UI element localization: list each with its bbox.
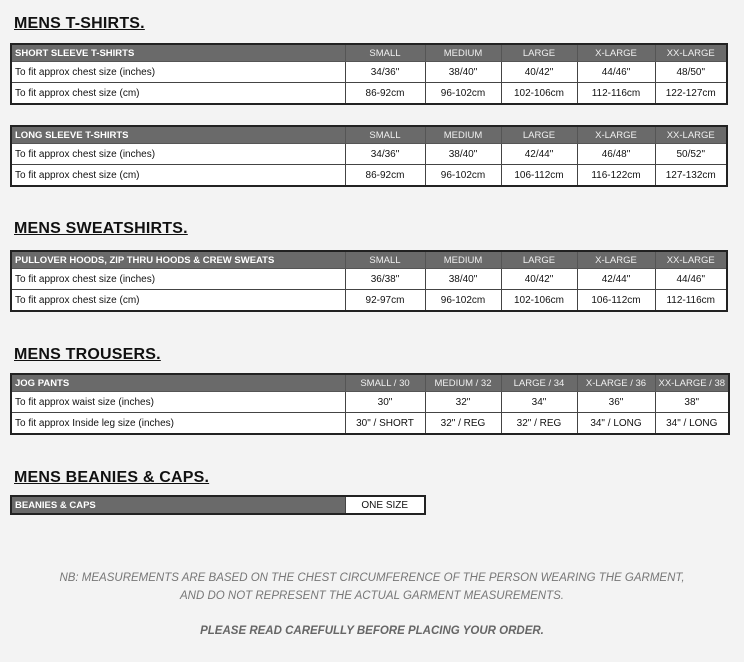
table-cell: 32" / REG [501, 413, 577, 435]
header-cell: SMALL [345, 126, 425, 144]
section-title-trousers: MENS TROUSERS. [14, 346, 161, 363]
table-cell: 32" [425, 392, 501, 413]
table-cell: 42/44" [577, 269, 655, 290]
header-cell: XX-LARGE / 38 [655, 374, 729, 392]
header-cell: XX-LARGE [655, 251, 727, 269]
table-cell: 127-132cm [655, 165, 727, 187]
header-cell: X-LARGE [577, 251, 655, 269]
header-cell: SMALL [345, 44, 425, 62]
table-header-row [11, 251, 727, 269]
header-cell: MEDIUM [425, 251, 501, 269]
row-label: To fit approx chest size (inches) [11, 144, 345, 165]
table-cell: 34" [501, 392, 577, 413]
section-title-sweatshirts: MENS SWEATSHIRTS. [14, 220, 188, 237]
section-title-beanies: MENS BEANIES & CAPS. [14, 469, 210, 486]
note-line: AND DO NOT REPRESENT THE ACTUAL GARMENT MEASUREMENTS. [179, 590, 564, 602]
sweatshirt-size-table [10, 250, 728, 312]
header-cell: XX-LARGE [655, 126, 727, 144]
header-cell: SMALL / 30 [345, 374, 425, 392]
table-cell: 34/36" [345, 144, 425, 165]
table-cell: 86-92cm [345, 83, 425, 105]
table-cell: 38/40" [425, 269, 501, 290]
section-title-tshirts: MENS T-SHIRTS. [14, 15, 145, 32]
table-cell: 44/46" [577, 62, 655, 83]
header-cell: JOG PANTS [11, 374, 345, 392]
header-cell: MEDIUM / 32 [425, 374, 501, 392]
header-cell: LONG SLEEVE T-SHIRTS [11, 126, 345, 144]
table-cell: 36/38" [345, 269, 425, 290]
table-row [11, 269, 727, 290]
table-cell: 42/44" [501, 144, 577, 165]
header-cell: SHORT SLEEVE T-SHIRTS [11, 44, 345, 62]
table-cell: 102-106cm [501, 290, 577, 312]
table-header-row [11, 374, 729, 392]
table-cell: 36" [577, 392, 655, 413]
row-label: To fit approx chest size (cm) [11, 83, 345, 105]
table-cell: 116-122cm [577, 165, 655, 187]
table-cell: 86-92cm [345, 165, 425, 187]
header-cell: LARGE [501, 44, 577, 62]
beanies-size-table [10, 495, 426, 515]
table-cell: 32" / REG [425, 413, 501, 435]
table-header-row [11, 126, 727, 144]
table-cell: 38" [655, 392, 729, 413]
measurement-note [0, 569, 744, 605]
table-cell: 122-127cm [655, 83, 727, 105]
read-carefully-note: PLEASE READ CAREFULLY BEFORE PLACING YOUR ORDER. [200, 625, 544, 637]
table-row [11, 144, 727, 165]
row-label: BEANIES & CAPS [11, 496, 345, 514]
row-label: To fit approx Inside leg size (inches) [11, 413, 345, 435]
table-cell: 38/40" [425, 144, 501, 165]
header-cell: X-LARGE [577, 44, 655, 62]
header-cell: MEDIUM [425, 126, 501, 144]
row-label: To fit approx chest size (cm) [11, 290, 345, 312]
header-cell: LARGE [501, 126, 577, 144]
header-cell: XX-LARGE [655, 44, 727, 62]
note-line: NB: MEASUREMENTS ARE BASED ON THE CHEST CIRCUMFERENCE OF THE PERSON WEARING THE GARMENT, [59, 572, 685, 584]
table-cell: 30" [345, 392, 425, 413]
table-cell: 38/40" [425, 62, 501, 83]
table-row [11, 62, 727, 83]
row-label: To fit approx waist size (inches) [11, 392, 345, 413]
table-cell: 44/46" [655, 269, 727, 290]
table-row [11, 290, 727, 312]
header-cell: PULLOVER HOODS, ZIP THRU HOODS & CREW SWEATS [11, 251, 345, 269]
row-label: To fit approx chest size (inches) [11, 269, 345, 290]
table-cell: 46/48" [577, 144, 655, 165]
table-row [11, 496, 425, 514]
table-cell: ONE SIZE [345, 496, 425, 514]
header-cell: LARGE / 34 [501, 374, 577, 392]
table-cell: 96-102cm [425, 165, 501, 187]
table-cell: 96-102cm [425, 83, 501, 105]
table-row [11, 83, 727, 105]
row-label: To fit approx chest size (inches) [11, 62, 345, 83]
table-cell: 48/50" [655, 62, 727, 83]
table-header-row [11, 44, 727, 62]
table-cell: 34" / LONG [655, 413, 729, 435]
header-cell: MEDIUM [425, 44, 501, 62]
table-cell: 92-97cm [345, 290, 425, 312]
header-cell: LARGE [501, 251, 577, 269]
table-row [11, 413, 729, 435]
header-cell: SMALL [345, 251, 425, 269]
long-sleeve-tshirt-size-table [10, 125, 728, 187]
header-cell: X-LARGE [577, 126, 655, 144]
table-cell: 112-116cm [655, 290, 727, 312]
table-cell: 50/52" [655, 144, 727, 165]
table-cell: 30" / SHORT [345, 413, 425, 435]
table-cell: 102-106cm [501, 83, 577, 105]
jog-pants-size-table [10, 373, 730, 435]
row-label: To fit approx chest size (cm) [11, 165, 345, 187]
table-cell: 112-116cm [577, 83, 655, 105]
short-sleeve-tshirt-size-table [10, 43, 728, 105]
table-cell: 34/36" [345, 62, 425, 83]
table-cell: 34" / LONG [577, 413, 655, 435]
table-cell: 106-112cm [577, 290, 655, 312]
table-cell: 96-102cm [425, 290, 501, 312]
header-cell: X-LARGE / 36 [577, 374, 655, 392]
table-cell: 40/42" [501, 269, 577, 290]
table-cell: 106-112cm [501, 165, 577, 187]
table-cell: 40/42" [501, 62, 577, 83]
table-row [11, 392, 729, 413]
table-row [11, 165, 727, 187]
